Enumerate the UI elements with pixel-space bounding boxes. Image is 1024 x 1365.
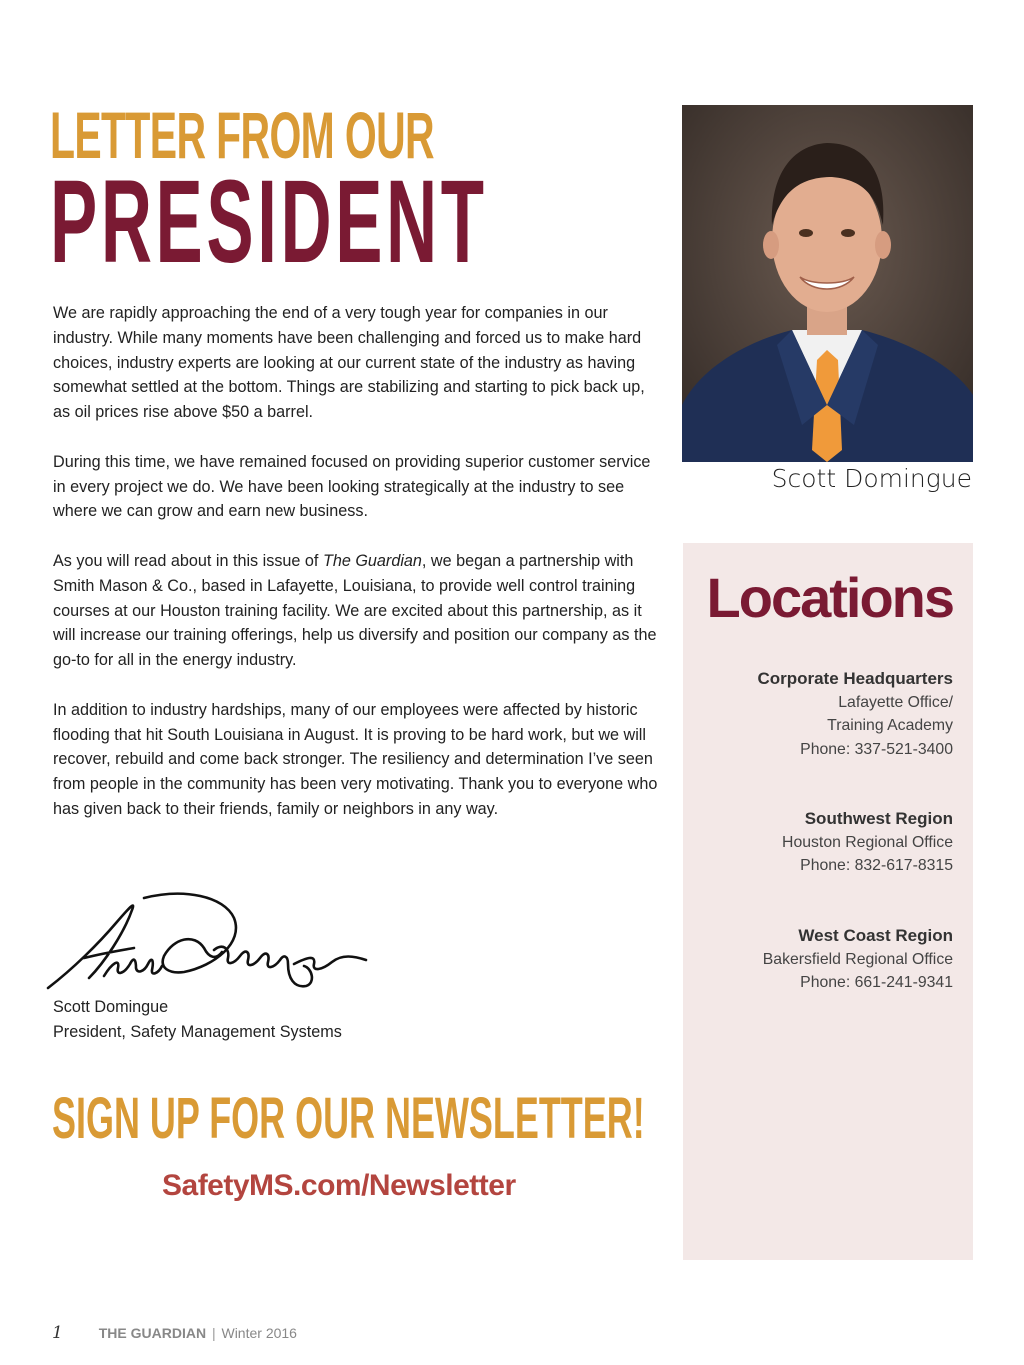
location-corporate-headquarters: [693, 667, 953, 761]
page-number: 1: [52, 1323, 63, 1343]
locations-panel: [683, 543, 973, 1260]
photo-caption: Scott Domingue: [771, 464, 972, 493]
location-southwest-region: [693, 807, 953, 878]
locations-title: Locations: [706, 566, 953, 629]
page-footer: [52, 1322, 297, 1344]
letter-paragraph-4: In addition to industry hardships, many of our employees were affected by historic flooding that hit South Louisiana in August. It is proving to be hard work, but we will recover, rebuild and come back stronger. The resiliency and determination I’ve seen from people in the community has been very motivating. Thank you to everyone who has given back to their friends, family or neighbors in any way.: [53, 700, 658, 818]
portrait-illustration: [682, 105, 973, 462]
newsletter-heading: SIGN UP FOR OUR NEWSLETTER!: [52, 1086, 645, 1151]
location-office: Bakersfield Regional Office: [762, 950, 953, 968]
signature-image: [44, 888, 374, 1000]
letter-paragraph-3: [53, 549, 665, 673]
president-photo: [682, 105, 973, 462]
publication-name: THE GUARDIAN: [98, 1325, 207, 1341]
issue-label: Winter 2016: [221, 1325, 297, 1341]
location-west-coast-region: [693, 924, 953, 995]
letter-body: [53, 301, 665, 847]
signer-title: President, Safety Management Systems: [53, 1022, 342, 1041]
footer-separator: |: [211, 1325, 216, 1341]
location-phone: Phone: 661-241-9341: [800, 974, 953, 991]
location-office: Lafayette Office/: [838, 693, 953, 711]
location-office-detail: Training Academy: [827, 717, 953, 734]
paragraph-3-text-b: , we began a partnership with Smith Mason & Co., based in Lafayette, Louisiana, to provide well control training courses at our Houston training facility. We are excited about this partnership, as it will increase our training offerings, help us diversify and position our company as the go-to for all in the energy industry.: [53, 551, 657, 670]
letter-paragraph-1: We are rapidly approaching the end of a very tough year for companies in our industry. While many moments have been challenging and forced us to make hard choices, industry experts are looking at our current state of the industry as having somewhat settled at the bottom. Things are stabilizing and starting to pick back up, as oil prices rise above $50 a barrel.: [53, 304, 645, 422]
heading-president: PRESIDENT: [50, 156, 488, 288]
heading-letter-from-our: LETTER FROM OUR: [50, 98, 434, 172]
location-phone: Phone: 832-617-8315: [800, 857, 953, 874]
publication-title: The Guardian: [322, 551, 422, 570]
paragraph-3-text-a: As you will read about in this issue of: [53, 551, 323, 570]
signer-name: Scott Domingue: [53, 998, 169, 1016]
location-name: West Coast Region: [798, 926, 953, 945]
newsletter-link[interactable]: SafetyMS.com/Newsletter: [162, 1169, 516, 1202]
location-name: Corporate Headquarters: [757, 669, 953, 688]
location-office: Houston Regional Office: [782, 833, 953, 851]
signer-block: [53, 995, 342, 1045]
location-phone: Phone: 337-521-3400: [800, 740, 953, 758]
location-name: Southwest Region: [804, 809, 953, 828]
letter-paragraph-2: During this time, we have remained focused on providing superior customer service in every project we do. We have been looking strategically at the industry to see where we can grow and earn new business.: [53, 452, 651, 521]
